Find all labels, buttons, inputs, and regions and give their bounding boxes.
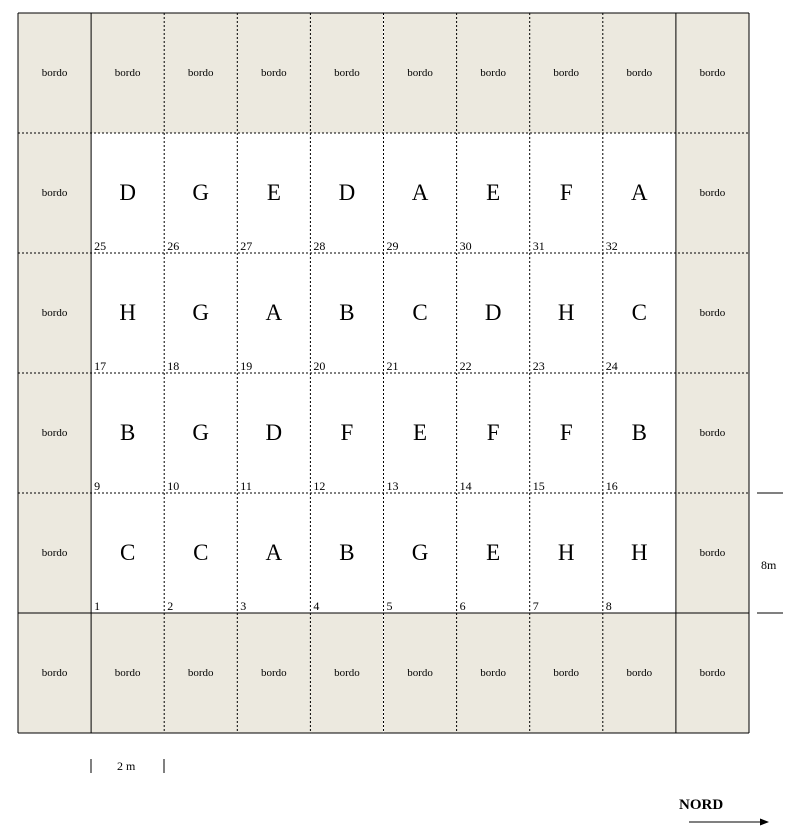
plot-cell [237, 253, 310, 373]
plot-number: 31 [532, 239, 545, 253]
plot-number: 2 [167, 599, 174, 613]
plot-cell [310, 133, 383, 253]
plot-number: 18 [167, 359, 180, 373]
border-label: bordo [41, 667, 68, 679]
plot-treatment-letter: H [119, 300, 136, 325]
plot-number: 30 [459, 239, 472, 253]
plot-treatment-letter: C [193, 540, 209, 565]
north-arrow-head [760, 819, 769, 826]
plot-treatment-letter: G [192, 420, 210, 445]
border-cell [18, 133, 91, 253]
plot-number: 9 [94, 479, 101, 493]
plot-number: 16 [605, 479, 618, 493]
plot-number: 12 [313, 479, 326, 493]
border-label: bordo [334, 667, 360, 679]
plot-cell [530, 373, 603, 493]
plot-treatment-letter: A [265, 300, 283, 325]
plot-number: 8 [605, 599, 612, 613]
border-cell [18, 373, 91, 493]
border-cell [237, 13, 310, 133]
plot-treatment-letter: G [192, 300, 210, 325]
border-label: bordo [480, 67, 506, 79]
plot-treatment-letter: F [486, 420, 500, 445]
plot-cell [457, 373, 530, 493]
border-cell [603, 613, 676, 733]
border-cell [18, 493, 91, 613]
border-label: bordo [626, 67, 653, 79]
border-cell [18, 613, 91, 733]
plot-number: 7 [532, 599, 539, 613]
border-cell [676, 133, 749, 253]
border-cell [18, 13, 91, 133]
border-label: bordo [407, 667, 433, 679]
border-label: bordo [41, 187, 68, 199]
plot-treatment-letter: H [557, 540, 575, 565]
plot-treatment-letter: A [411, 180, 429, 205]
plot-treatment-letter: E [266, 180, 281, 205]
plot-treatment-letter: G [192, 180, 210, 205]
plot-number: 22 [459, 359, 472, 373]
plot-cell [384, 133, 457, 253]
border-label: bordo [187, 667, 214, 679]
plot-treatment-letter: D [338, 180, 356, 205]
plot-cell [603, 253, 676, 373]
border-label: bordo [699, 427, 726, 439]
border-label: bordo [626, 667, 653, 679]
border-cell [530, 13, 603, 133]
border-cell [676, 373, 749, 493]
plot-treatment-letter: B [119, 420, 136, 445]
plot-treatment-letter: F [559, 180, 573, 205]
plot-number: 5 [386, 599, 393, 613]
plot-treatment-letter: E [486, 540, 501, 565]
border-label: bordo [407, 67, 433, 79]
scale-label-8m: 8m [761, 558, 777, 572]
plot-cell [530, 133, 603, 253]
plot-number: 10 [167, 479, 180, 493]
plot-cell [310, 493, 383, 613]
plot-number: 32 [605, 239, 618, 253]
plot-cell [237, 373, 310, 493]
plot-cell [91, 493, 164, 613]
border-label: bordo [261, 67, 287, 79]
plot-treatment-letter: A [265, 540, 283, 565]
border-cell [384, 613, 457, 733]
plot-cell [237, 493, 310, 613]
plot-cell [603, 133, 676, 253]
border-label: bordo [261, 667, 287, 679]
plot-cell [530, 253, 603, 373]
border-cell [164, 13, 237, 133]
border-cell [530, 613, 603, 733]
border-label: bordo [699, 307, 726, 319]
border-cell [676, 613, 749, 733]
plot-cell [384, 253, 457, 373]
plot-number: 27 [240, 239, 253, 253]
plot-number: 15 [532, 479, 545, 493]
plot-cell [91, 133, 164, 253]
plot-number: 20 [313, 359, 326, 373]
plot-treatment-letter: G [411, 540, 429, 565]
plot-number: 29 [386, 239, 399, 253]
plot-number: 13 [386, 479, 399, 493]
border-label: bordo [699, 547, 726, 559]
plot-treatment-letter: D [265, 420, 283, 445]
plot-treatment-letter: E [486, 180, 501, 205]
plot-cell [164, 493, 237, 613]
border-label: bordo [41, 547, 68, 559]
border-cell [676, 253, 749, 373]
border-label: bordo [41, 427, 68, 439]
plot-number: 19 [240, 359, 253, 373]
plot-cell [457, 133, 530, 253]
plot-treatment-letter: H [557, 300, 575, 325]
border-cell [18, 253, 91, 373]
field-layout-grid [18, 13, 749, 734]
plot-cell [603, 493, 676, 613]
plot-cell [91, 253, 164, 373]
plot-treatment-letter: E [413, 420, 428, 445]
plot-treatment-letter: B [339, 540, 355, 565]
plot-cell [384, 373, 457, 493]
border-cell [164, 613, 237, 733]
border-cell [310, 613, 383, 733]
plot-cell [310, 373, 383, 493]
plot-number: 26 [167, 239, 180, 253]
plot-number: 4 [313, 599, 320, 613]
border-label: bordo [41, 67, 68, 79]
scale-label-2m: 2 m [117, 759, 136, 773]
plot-cell [164, 373, 237, 493]
border-label: bordo [334, 67, 360, 79]
plot-treatment-letter: C [631, 300, 648, 325]
north-label: NORD [679, 797, 724, 813]
plot-treatment-letter: B [631, 420, 648, 445]
border-cell [310, 13, 383, 133]
border-label: bordo [553, 67, 580, 79]
border-label: bordo [699, 67, 726, 79]
plot-treatment-letter: D [484, 300, 502, 325]
plot-number: 23 [532, 359, 545, 373]
plot-treatment-letter: D [119, 180, 136, 205]
border-label: bordo [114, 67, 141, 79]
border-label: bordo [699, 667, 726, 679]
plot-treatment-letter: A [631, 180, 648, 205]
plot-cell [457, 253, 530, 373]
border-cell [91, 13, 164, 133]
plot-number: 28 [313, 239, 326, 253]
plot-cell [164, 133, 237, 253]
border-label: bordo [187, 67, 214, 79]
plot-cell [530, 493, 603, 613]
plot-number: 3 [240, 599, 247, 613]
border-cell [603, 13, 676, 133]
plot-cell [457, 493, 530, 613]
border-label: bordo [699, 187, 726, 199]
plot-cell [237, 133, 310, 253]
plot-treatment-letter: C [412, 300, 428, 325]
plot-number: 1 [94, 599, 101, 613]
plot-number: 14 [459, 479, 472, 493]
plot-number: 11 [240, 479, 252, 493]
plot-number: 17 [94, 359, 107, 373]
plot-number: 24 [605, 359, 618, 373]
plot-cell [384, 493, 457, 613]
border-label: bordo [480, 667, 506, 679]
plot-number: 6 [459, 599, 466, 613]
plot-cell [164, 253, 237, 373]
plot-number: 25 [94, 239, 107, 253]
plot-treatment-letter: B [339, 300, 355, 325]
border-label: bordo [41, 307, 68, 319]
border-cell [91, 613, 164, 733]
plot-cell [603, 373, 676, 493]
border-cell [384, 13, 457, 133]
border-label: bordo [114, 667, 141, 679]
plot-cell [310, 253, 383, 373]
border-cell [457, 613, 530, 733]
plot-treatment-letter: F [340, 420, 354, 445]
border-cell [237, 613, 310, 733]
border-cell [676, 13, 749, 133]
border-cell [676, 493, 749, 613]
plot-treatment-letter: C [119, 540, 136, 565]
plot-cell [91, 373, 164, 493]
plot-treatment-letter: F [559, 420, 573, 445]
border-cell [457, 13, 530, 133]
plot-number: 21 [386, 359, 399, 373]
plot-treatment-letter: H [631, 540, 648, 565]
border-label: bordo [553, 667, 580, 679]
